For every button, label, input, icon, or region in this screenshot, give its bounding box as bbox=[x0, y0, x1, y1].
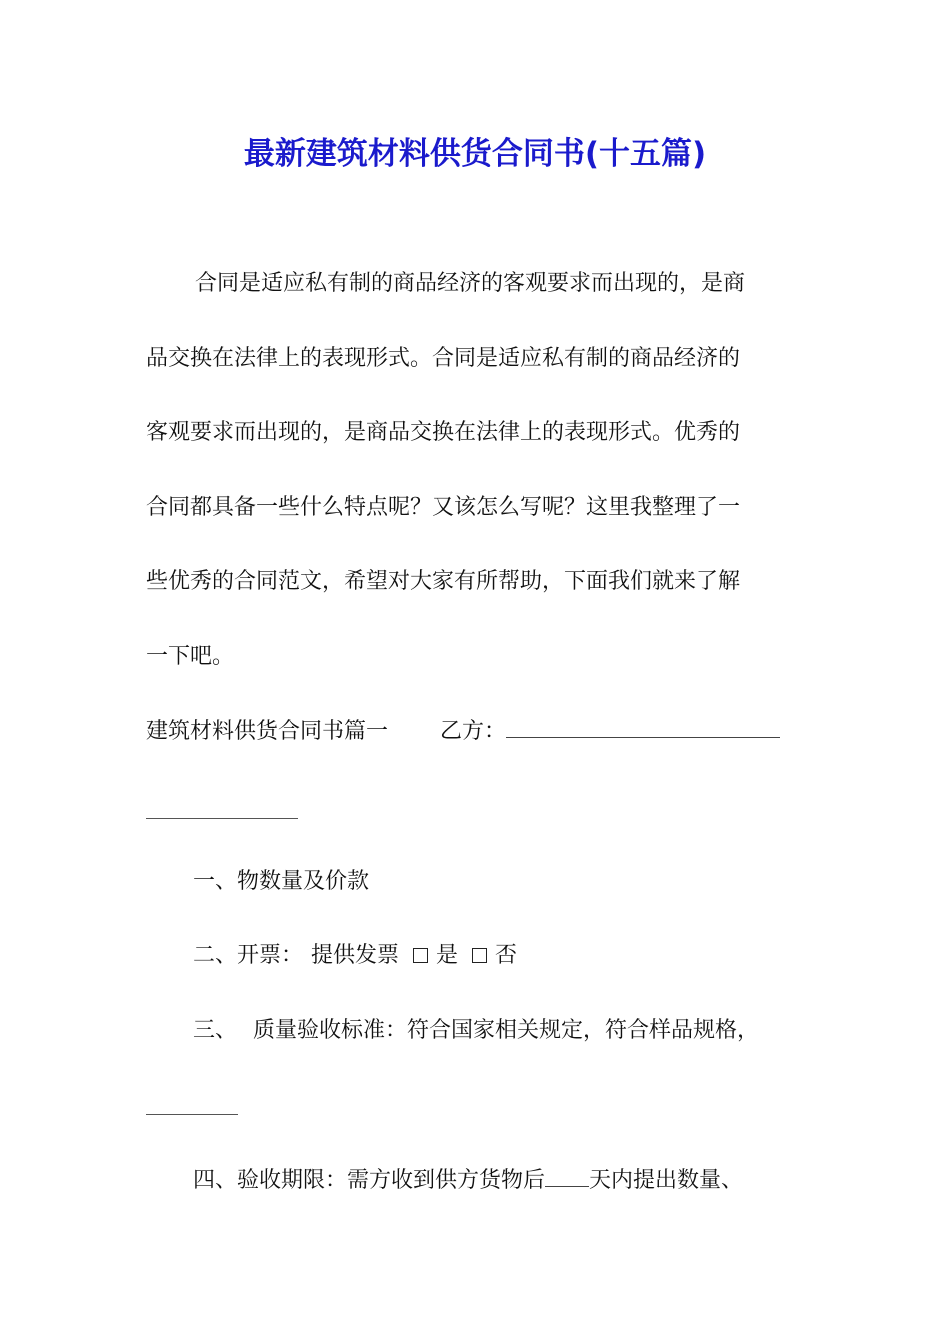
clause-4-before: 四、验收期限：需方收到供方货物后 bbox=[193, 1168, 546, 1193]
section-heading: 建筑材料供货合同书篇一 bbox=[146, 719, 389, 744]
party-b-label: 乙方： bbox=[440, 719, 507, 744]
clause-3-blank bbox=[146, 1114, 238, 1115]
clause-2-prefix: 二、开票： bbox=[193, 943, 304, 968]
clause-2-yes: 是 bbox=[436, 943, 459, 968]
party-b-blank-continuation bbox=[146, 818, 298, 819]
document-title: 最新建筑材料供货合同书(十五篇) bbox=[243, 136, 707, 172]
invoice-yes-checkbox bbox=[413, 948, 428, 963]
intro-line-6: 一下吧。 bbox=[146, 644, 235, 669]
clause-3-text: 质量验收标准：符合国家相关规定，符合样品规格， bbox=[253, 1018, 760, 1043]
clause-1: 一、物数量及价款 bbox=[193, 869, 370, 894]
intro-line-5: 些优秀的合同范文，希望对大家有所帮助，下面我们就来了解 bbox=[146, 569, 741, 594]
clause-4-days-blank bbox=[545, 1160, 589, 1187]
section-heading-line bbox=[146, 711, 780, 751]
clause-2-no: 否 bbox=[495, 943, 518, 968]
invoice-no-checkbox bbox=[472, 948, 487, 963]
intro-line-1: 合同是适应私有制的商品经济的客观要求而出现的，是商 bbox=[195, 271, 746, 296]
clause-3 bbox=[193, 1011, 759, 1051]
intro-line-4: 合同都具备一些什么特点呢？又该怎么写呢？这里我整理了一 bbox=[146, 495, 741, 520]
intro-line-2: 品交换在法律上的表现形式。合同是适应私有制的商品经济的 bbox=[146, 346, 741, 371]
clause-2-invoice: 提供发票 bbox=[311, 943, 400, 968]
party-b-blank bbox=[506, 711, 780, 738]
clause-4 bbox=[193, 1160, 743, 1200]
clause-2 bbox=[193, 936, 517, 976]
clause-3-prefix: 三、 bbox=[193, 1018, 238, 1043]
intro-line-3: 客观要求而出现的，是商品交换在法律上的表现形式。优秀的 bbox=[146, 420, 741, 445]
clause-4-after: 天内提出数量、 bbox=[589, 1168, 744, 1193]
